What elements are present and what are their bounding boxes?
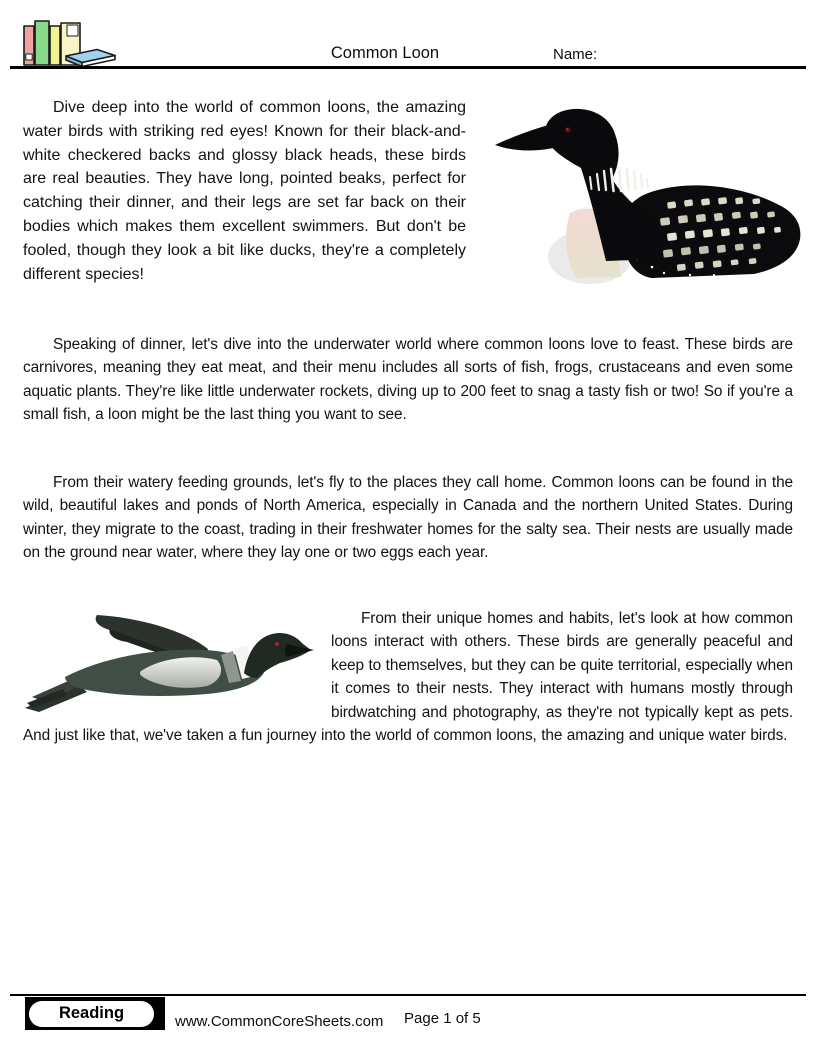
paragraph-intro: Dive deep into the world of common loons, the amazing water birds with striking red eyes! Known for their black-and-white checkered backs and glossy black heads, these birds are real beauties. They have long, pointed beaks, perfect for catching their dinner, and their legs are set far back on their bodies which makes them excellent swimmers. But don't be fooled, though they look a bit like ducks, they're a completely different species! (23, 99, 466, 283)
header-divider (10, 66, 806, 69)
paragraph-diet: Speaking of dinner, let's dive into the underwater world where common loons love to feast. These birds are carnivores, meaning they eat meat, and their menu includes all sorts of fish, frogs, crustaceans and even some aquatic plants. They're like little underwater rockets, diving up to 200 feet to snag a tasty fish or two! So if you're a small fish, a loon might be the last thing you want to see. (23, 336, 793, 424)
paragraph-habitat: From their watery feeding grounds, let's fly to the places they call home. Common loons can be found in the wild, beautiful lakes and ponds of North America, especially in Canada and the northern United States. During winter, they migrate to the coast, trading in their freshwater homes for the salty sea. Their nests are usually made on the ground near water, where they lay one or two eggs each year. (23, 474, 793, 562)
name-label: Name: (553, 46, 598, 63)
flying-loon-image (23, 607, 323, 719)
books-icon (22, 15, 122, 70)
footer-page-number: Page 1 of 5 (404, 1010, 481, 1027)
reading-badge (25, 997, 165, 1030)
footer-divider (10, 994, 806, 996)
reading-badge-label: Reading (29, 1001, 154, 1027)
paragraph-behavior (23, 607, 793, 747)
swimming-loon-image (494, 107, 804, 285)
footer-website: www.CommonCoreSheets.com (175, 1013, 384, 1030)
page-title: Common Loon (330, 44, 440, 62)
paragraph-behavior-text: From their unique homes and habits, let's look at how common loons interact with others. These birds are generally peaceful and keep to themselves, but they can be quite territorial, especially when it comes to their nests. They interact with humans mostly through birdwatching and photography, as they're not typically kept as pets. And just like that, we've taken a fun journey into the world of common loons, the amazing and unique water birds. (23, 610, 793, 745)
